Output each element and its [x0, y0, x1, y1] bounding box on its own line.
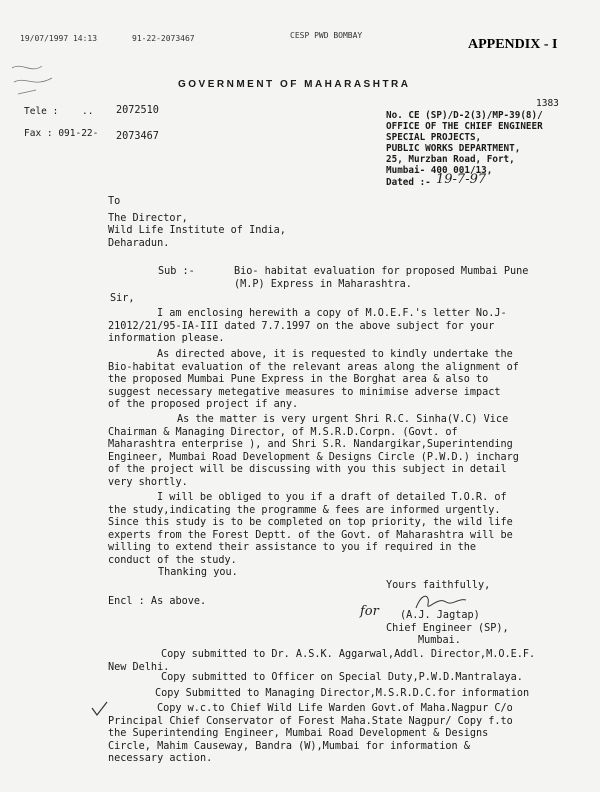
office-address — [386, 110, 543, 176]
fax-label: Fax : 091-22- — [24, 128, 99, 139]
paragraph-line: Chairman & Managing Director, of M.S.R.D.Corpn. (Govt. of — [108, 426, 458, 438]
recipient-block — [108, 196, 286, 250]
recipient-line: Wild Life Institute of India, — [108, 225, 286, 237]
copy-note-3 — [155, 688, 529, 701]
paragraph-line: of the proposed project if any. — [108, 399, 299, 411]
tele-label: Tele : — [24, 106, 59, 117]
fax-datetime: 19/07/1997 14:13 — [20, 34, 98, 43]
signatory-title: Chief Engineer (SP), — [386, 622, 509, 634]
paragraph-line: conduct of the study. — [108, 554, 237, 566]
recipient-line: To — [108, 196, 121, 207]
paragraph-line: of the project will be discussing with you this subject in detail — [108, 464, 507, 476]
recipient-line: Deharadun. — [108, 237, 170, 249]
copy-note-1 — [108, 649, 535, 674]
paragraph-line: I will be obliged to you if a draft of detailed T.O.R. of — [157, 492, 507, 503]
appendix-label: APPENDIX - I — [468, 37, 558, 52]
tick-mark — [90, 700, 110, 718]
paragraph-line: As the matter is very urgent Shri R.C. Sinha(V.C) Vice — [177, 414, 509, 425]
copy-line: Circle, Mahim Causeway, Bandra (W),Mumbai for information & — [108, 740, 470, 752]
stamp-number: 1383 — [536, 98, 559, 109]
office-address-line: OFFICE OF THE CHIEF ENGINEER — [386, 121, 543, 132]
paragraph-line: Maharashtra enterprise ), and Shri S.R. Nandargikar,Superintending — [108, 439, 513, 451]
fax-number: 2073467 — [116, 131, 159, 142]
salutation: Sir, — [110, 293, 135, 304]
copy-note-4 — [108, 703, 513, 766]
body-paragraph-3 — [108, 414, 519, 490]
dated-value: 19-7-97 — [436, 172, 487, 187]
paragraph-line: experts from the Forest Deptt. of the Govt. of Maharashtra will be — [108, 529, 513, 541]
recipient-line: The Director, — [108, 212, 188, 224]
paragraph-line: Engineer, Mumbai Road Development & Designs Circle (P.W.D.) incharg — [108, 451, 519, 463]
paragraph-line: the proposed Mumbai Pune Express in the Borghat area & also to — [108, 374, 489, 386]
copy-line: New Delhi. — [108, 661, 170, 673]
copy-line: Copy w.c.to Chief Wild Life Warden Govt.of Maha.Nagpur C/o — [157, 703, 513, 714]
paragraph-line: As directed above, it is requested to kindly undertake the — [157, 349, 513, 360]
government-heading: GOVERNMENT OF MAHARASHTRA — [178, 79, 411, 90]
copy-line: the Superintending Engineer, Mumbai Road Development & Designs — [108, 728, 489, 740]
paragraph-line: I am enclosing herewith a copy of M.O.E.F.'s letter No.J- — [157, 308, 507, 319]
fax-sender: CESP PWD BOMBAY — [290, 31, 363, 40]
dated-label: Dated :- — [386, 177, 431, 188]
subject-label: Sub :- — [158, 266, 195, 277]
office-address-line: SPECIAL PROJECTS, — [386, 132, 482, 143]
subject-line: Bio- habitat evaluation for proposed Mumbai Pune — [234, 266, 529, 277]
paragraph-line: 21012/21/95-IA-III dated 7.7.1997 on the above subject for your — [108, 320, 495, 332]
subject-text — [234, 266, 528, 291]
office-address-line: PUBLIC WORKS DEPARTMENT, — [386, 143, 521, 154]
tele-dots: .. — [82, 106, 94, 117]
body-paragraph-1 — [108, 308, 507, 346]
tele-number: 2072510 — [116, 105, 159, 116]
signatory-name: (A.J. Jagtap) — [400, 610, 480, 621]
paragraph-line: Since this study is to be completed on top priority, the wild life — [108, 517, 513, 529]
closing-line: Yours faithfully, — [386, 580, 491, 591]
body-paragraph-4 — [108, 492, 513, 568]
paragraph-line: the study,indicating the programme & fees are informed urgently. — [108, 504, 501, 516]
subject-line: (M.P) Express in Maharashtra. — [234, 278, 412, 290]
thanking-line: Thanking you. — [158, 567, 238, 578]
copy-note-2 — [161, 672, 523, 685]
signatory-block — [386, 610, 509, 648]
copy-line: Principal Chief Conservator of Forest Maha.State Nagpur/ Copy f.to — [108, 715, 513, 727]
office-address-line: No. CE (SP)/D-2(3)/MP-39(8)/ — [386, 110, 543, 121]
paragraph-line: information please. — [108, 333, 225, 345]
copy-line: Copy submitted to Dr. A.S.K. Aggarwal,Addl. Director,M.O.E.F. — [161, 649, 536, 660]
office-address-line: 25, Murzban Road, Fort, — [386, 154, 515, 165]
office-address-line: Mumbai- 400 001/13, — [386, 165, 493, 176]
paragraph-line: willing to extend their assistance to you if required in the — [108, 542, 477, 554]
pen-scribble-mark — [8, 60, 68, 100]
paragraph-line: suggest necessary metegative measures to minimise adverse impact — [108, 386, 501, 398]
fax-phone: 91-22-2073467 — [132, 34, 195, 43]
signatory-place: Mumbai. — [418, 635, 461, 647]
enclosure-note: Encl : As above. — [108, 596, 207, 607]
body-paragraph-2 — [108, 349, 519, 412]
copy-line: necessary action. — [108, 753, 213, 765]
copy-line: Copy Submitted to Managing Director,M.S.R.D.C.for information — [155, 688, 530, 699]
paragraph-line: Bio-habitat evaluation of the relevant areas along the alignment of — [108, 361, 519, 373]
copy-line: Copy submitted to Officer on Special Duty,P.W.D.Mantralaya. — [161, 672, 523, 683]
paragraph-line: very shortly. — [108, 476, 188, 488]
signature-for: for — [360, 604, 379, 619]
